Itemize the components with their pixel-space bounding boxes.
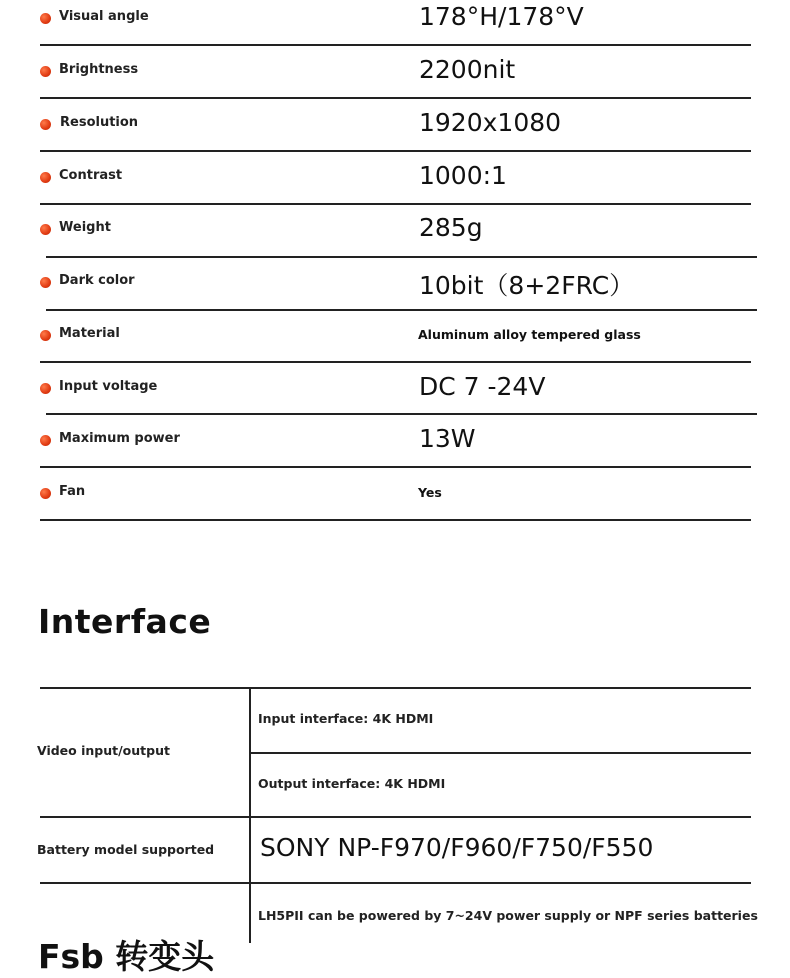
bullet-icon [40,119,51,130]
output-interface-value: Output interface: 4K HDMI [258,776,446,791]
table-border-top [40,687,751,689]
spec-label: Fan [59,484,86,499]
spec-label: Contrast [59,168,123,183]
spec-value: 13W [419,424,476,453]
spec-value: Aluminum alloy tempered glass [418,327,641,342]
spec-label: Material [59,326,120,341]
spec-label: Brightness [59,62,139,77]
row-divider [40,361,751,363]
spec-value: DC 7 -24V [419,372,546,401]
spec-value: 2200nit [419,55,516,84]
bullet-icon [40,172,51,183]
row-divider [46,413,757,415]
row-divider [40,203,751,205]
spec-value: 178°H/178°V [419,2,584,31]
row-divider [40,882,751,884]
spec-value: 1000:1 [419,161,507,190]
spec-label: Visual angle [59,9,149,24]
bullet-icon [40,330,51,341]
spec-label: Dark color [59,273,135,288]
row-divider [250,752,751,754]
next-section-title: Fsb 转变头 [38,937,215,976]
battery-model-label: Battery model supported [37,842,215,857]
power-note-value: LH5PII can be powered by 7~24V power supply or NPF series batteries [258,908,758,923]
row-divider [40,816,751,818]
battery-model-value: SONY NP-F970/F960/F750/F550 [260,833,654,862]
row-divider [46,256,757,258]
spec-label: Resolution [60,115,139,130]
row-divider [46,309,757,311]
bullet-icon [40,66,51,77]
spec-row-input-voltage [0,370,790,423]
bullet-icon [40,224,51,235]
bullet-icon [40,277,51,288]
row-divider [40,466,751,468]
row-divider [40,519,751,521]
spec-value: 1920x1080 [419,108,562,137]
spec-value: 10bit（8+2FRC） [419,271,635,300]
bullet-icon [40,435,51,446]
row-divider [40,44,751,46]
bullet-icon [40,488,51,499]
spec-value: Yes [418,485,442,500]
bullet-icon [40,383,51,394]
spec-value: 285g [419,213,483,242]
spec-label: Input voltage [59,379,158,394]
row-divider [40,97,751,99]
spec-label: Weight [59,220,111,235]
spec-label: Maximum power [59,431,180,446]
row-divider [40,150,751,152]
video-io-label: Video input/output [37,743,170,758]
bullet-icon [40,13,51,24]
section-title-interface: Interface [38,602,212,641]
input-interface-value: Input interface: 4K HDMI [258,711,434,726]
